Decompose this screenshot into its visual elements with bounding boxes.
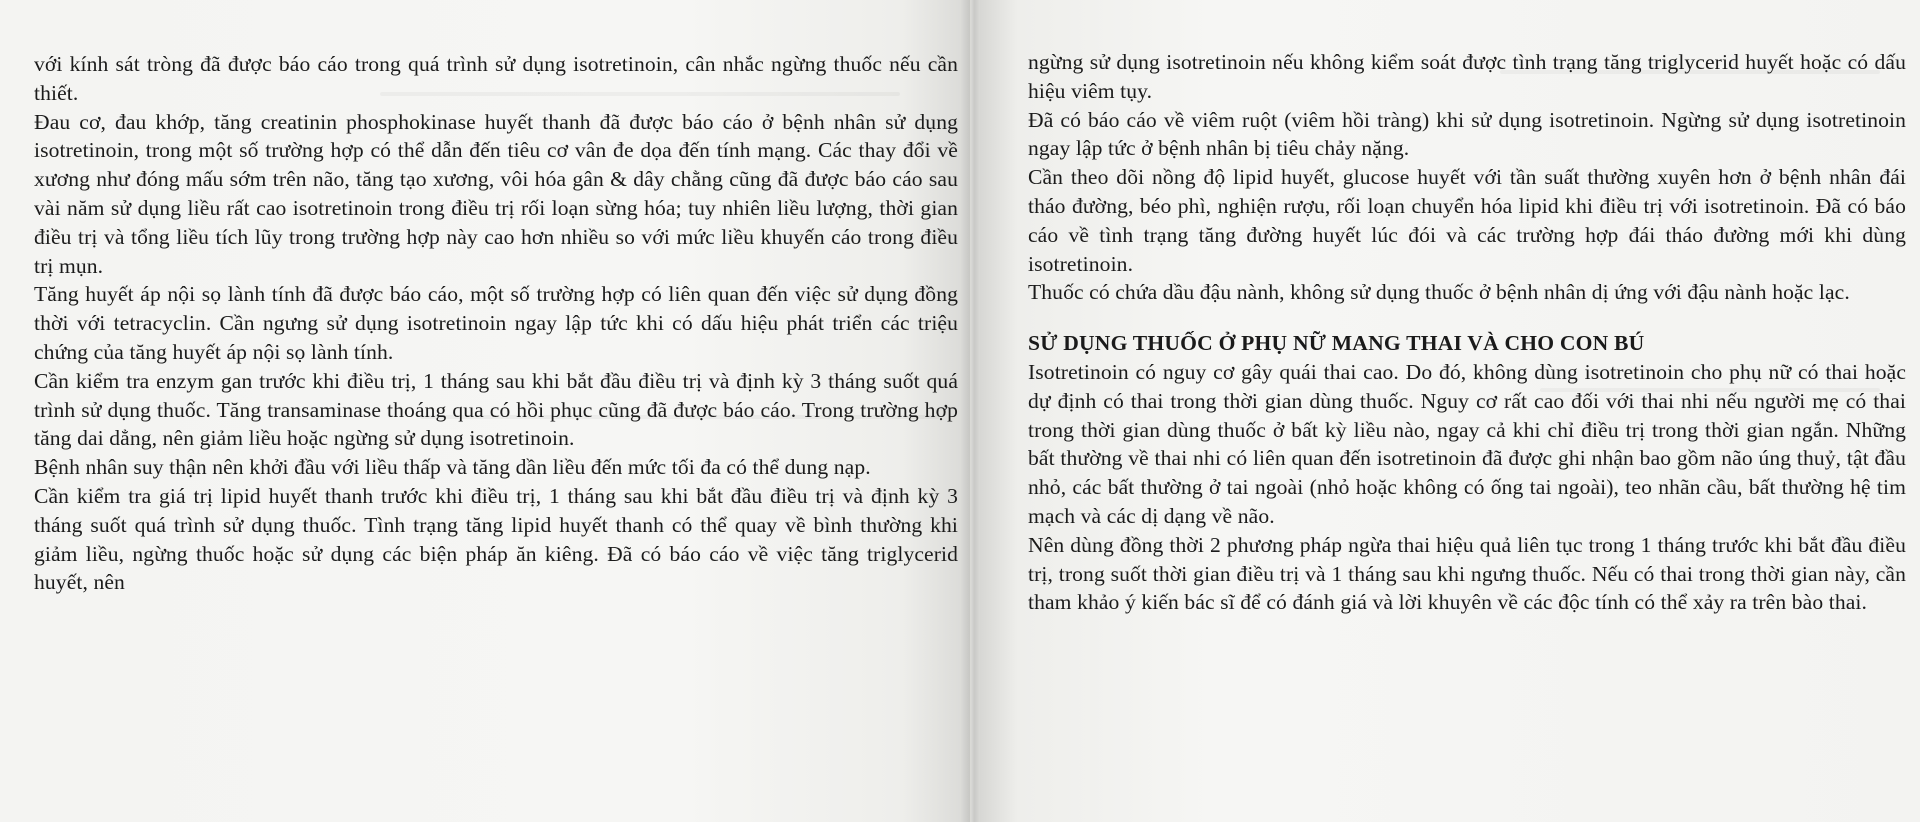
- paragraph: Bệnh nhân suy thận nên khởi đầu với liều thấp và tăng dần liều đến mức tối đa có thể dung nạp.: [34, 455, 871, 480]
- paragraph: Cần theo dõi nồng độ lipid huyết, glucose huyết với tần suất thường xuyên hơn ở bệnh nhân đái tháo đường, béo phì, nghiện rượu, rối loạn chuyển hóa lipid khi điều trị với isotretinoin. Đã có báo cáo về tình trạng tăng đường huyết lúc đói và các trường hợp đái tháo đường mới khi dùng isotretinoin.: [1028, 165, 1906, 276]
- paragraph: Nên dùng đồng thời 2 phương pháp ngừa thai hiệu quả liên tục trong 1 tháng trước khi bắt đầu điều trị, trong suốt thời gian điều trị và 1 tháng sau khi ngưng thuốc. Nếu có thai trong thời gian này, cần tham khảo ý kiến bác sĩ để có đánh giá và lời khuyên về các độc tính có thể xảy ra trên bào thai.: [1028, 532, 1906, 615]
- section-heading: SỬ DỤNG THUỐC Ở PHỤ NỮ MANG THAI VÀ CHO CON BÚ: [1028, 331, 1645, 356]
- bleed-through-mark: [1500, 70, 1880, 74]
- paragraph: với kính sát tròng đã được báo cáo trong quá trình sử dụng isotretinoin, cân nhắc ngừng thuốc nếu cần thiết.: [34, 52, 958, 105]
- bleed-through-mark: [420, 415, 940, 419]
- paragraph: ngừng sử dụng isotretinoin nếu không kiểm soát được tình trạng tăng triglycerid huyết hoặc có dấu hiệu viêm tụy.: [1028, 50, 1906, 103]
- paragraph: Tăng huyết áp nội sọ lành tính đã được báo cáo, một số trường hợp có liên quan đến việc sử dụng đồng thời với tetracyclin. Cần ngưng sử dụng isotretinoin ngay lập tức khi có dấu hiệu phát triển các triệu chứng của tăng huyết áp nội sọ lành tính.: [34, 282, 958, 364]
- bleed-through-mark: [1540, 388, 1880, 392]
- paragraph: Cần kiểm tra giá trị lipid huyết thanh trước khi điều trị, 1 tháng sau khi bắt đầu điều trị và định kỳ 3 tháng suốt quá trình sử dụng thuốc. Tình trạng tăng lipid huyết thanh có thể quay về bình thường khi giảm liều, ngừng thuốc hoặc sử dụng các biện pháp ăn kiêng. Đã có báo cáo về việc tăng triglycerid huyết, nên: [34, 483, 958, 595]
- paragraph: Đau cơ, đau khớp, tăng creatinin phosphokinase huyết thanh đã được báo cáo ở bệnh nhân sử dụng isotretinoin, trong một số trường hợp có thể dẫn đến tiêu cơ vân đe dọa đến tính mạng. Các thay đổi về xương như đóng mấu sớm trên não, tăng tạo xương, vôi hóa gân & dây chằng cũng đã được báo cáo sau vài năm sử dụng liều rất cao isotretinoin trong điều trị rối loạn sừng hóa; tuy nhiên liều lượng, thời gian điều trị và tổng liều tích lũy trong trường hợp này cao hơn nhiều so với mức liều khuyến cáo trong điều trị mụn.: [34, 109, 958, 278]
- paragraph: Thuốc có chứa dầu đậu nành, không sử dụng thuốc ở bệnh nhân dị ứng với đậu nành hoặc lạc.: [1028, 280, 1850, 305]
- right-page: [980, 0, 1920, 822]
- bleed-through-mark: [380, 92, 900, 96]
- paragraph: Đã có báo cáo về viêm ruột (viêm hồi tràng) khi sử dụng isotretinoin. Ngừng sử dụng isotretinoin ngay lập tức ở bệnh nhân bị tiêu chảy nặng.: [1028, 107, 1906, 161]
- paragraph: Isotretinoin có nguy cơ gây quái thai cao. Do đó, không dùng isotretinoin cho phụ nữ có thai hoặc dự định có thai trong thời gian dùng thuốc. Nguy cơ rất cao đối với thai nhi nếu người mẹ có thai trong thời gian dùng thuốc ở bất kỳ liều nào, ngay cả khi chỉ điều trị trong thời gian ngắn. Những bất thường về thai nhi có liên quan đến isotretinoin đã được ghi nhận bao gồm não úng thuỷ, tật đầu nhỏ, các bất thường ở tai ngoài (nhỏ hoặc không có ống tai ngoài), teo nhãn cầu, bất thường hệ tim mạch và các dị dạng về não.: [1028, 359, 1906, 528]
- paragraph: Cần kiểm tra enzym gan trước khi điều trị, 1 tháng sau khi bắt đầu điều trị và định kỳ 3 tháng suốt quá trình sử dụng thuốc. Tăng transaminase thoáng qua có hồi phục cũng đã được báo cáo. Trong trường hợp tăng dai dẳng, nên giảm liều hoặc ngừng sử dụng isotretinoin.: [34, 368, 958, 451]
